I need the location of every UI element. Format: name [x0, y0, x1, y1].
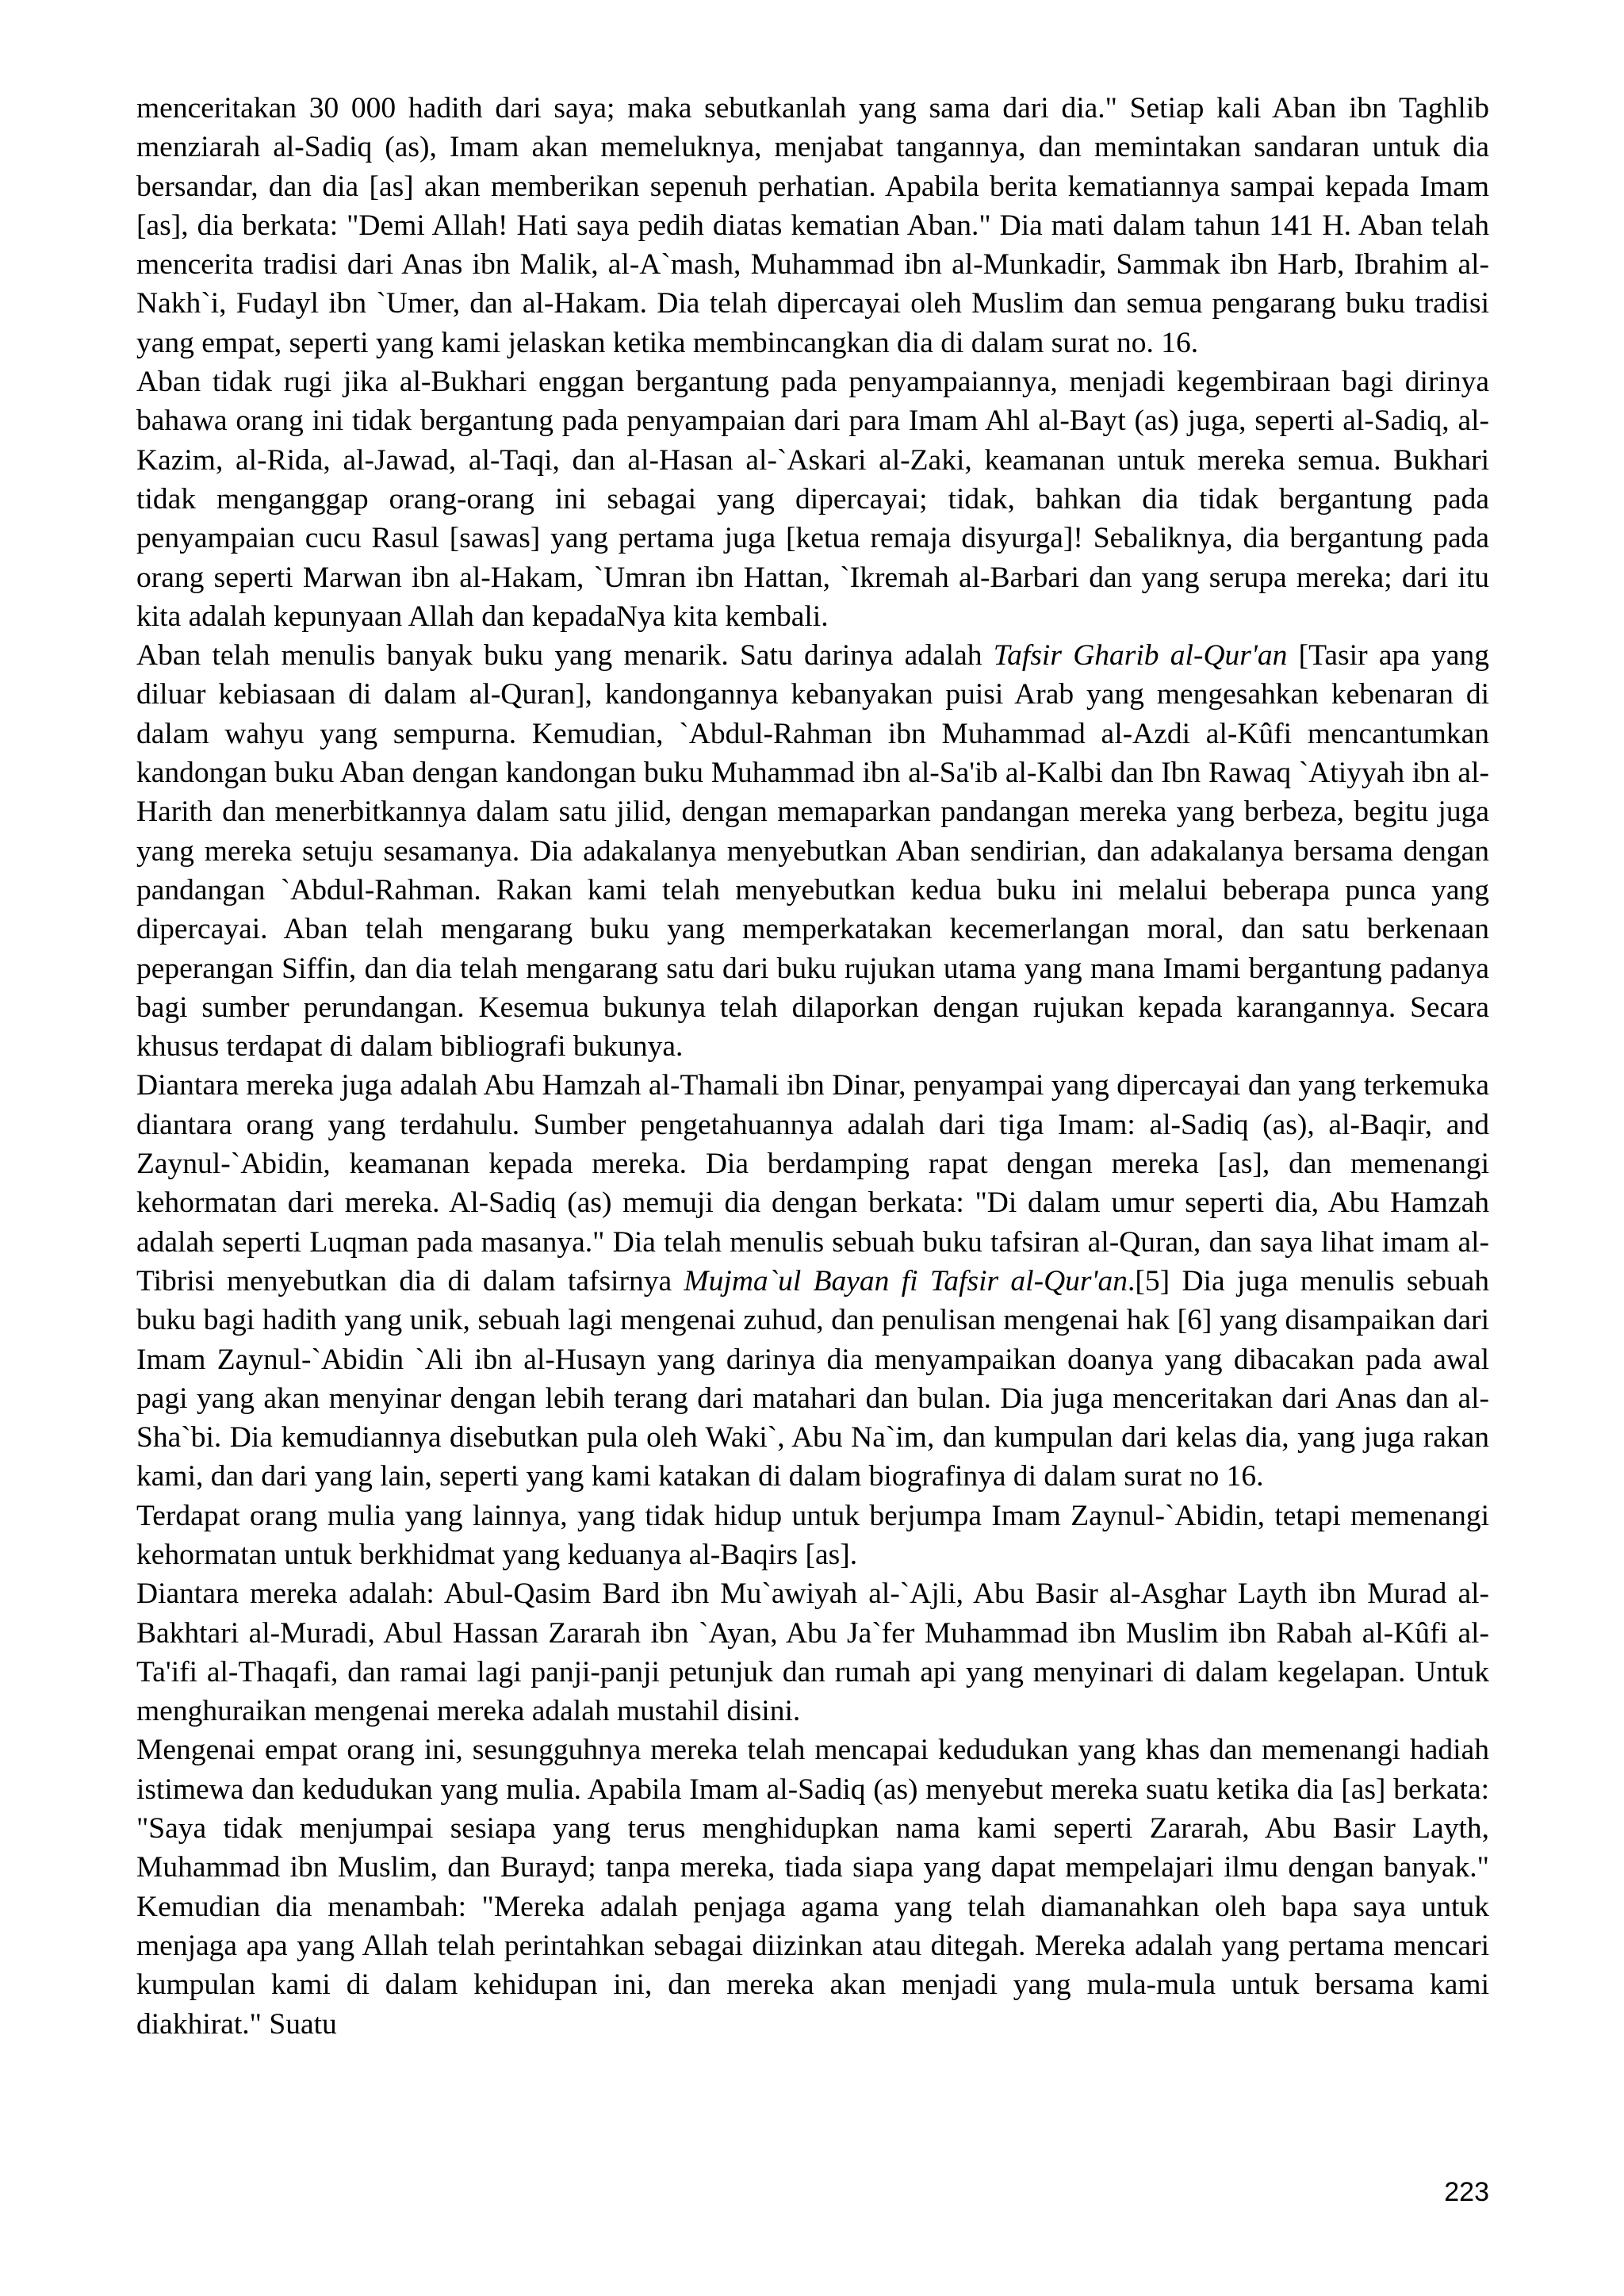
paragraph-text: Aban tidak rugi jika al-Bukhari enggan bergantung pada penyampaiannya, menjadi kegembiraan bagi dirinya bahawa orang ini tidak bergantung pada penyampaian dari para Imam Ahl al-Bayt (as) juga, seperti al-Sadiq, al-Kazim, al-Rida, al-Jawad, al-Taqi, dan al-Hasan al-`Askari al-Zaki, keamanan untuk mereka semua. Bukhari tidak menganggap orang-orang ini sebagai yang dipercayai; tidak, bahkan dia tidak bergantung pada penyampaian cucu Rasul [sawas] yang pertama juga [ketua remaja disyurga]! Sebaliknya, dia bergantung pada orang seperti Marwan ibn al-Hakam, `Umran ibn Hattan, `Ikremah al-Barbari dan yang serupa mereka; dari itu kita adalah kepunyaan Allah dan kepadaNya kita kembali. [136, 366, 1489, 633]
paragraph-text: Diantara mereka adalah: Abul-Qasim Bard ibn Mu`awiyah al-`Ajli, Abu Basir al-Asghar Layth ibn Murad al-Bakhtari al-Muradi, Abul Hassan Zararah ibn `Ayan, Abu Ja`fer Muhammad ibn Muslim ibn Rabah al-Kûfi al-Ta'ifi al-Thaqafi, dan ramai lagi panji-panji petunjuk dan rumah api yang menyinari di dalam kegelapan. Untuk menghuraikan mengenai mereka adalah mustahil disini. [136, 1577, 1489, 1728]
paragraph-text: Mengenai empat orang ini, sesungguhnya mereka telah mencapai kedudukan yang khas dan memenangi hadiah istimewa dan kedudukan yang mulia. Apabila Imam al-Sadiq (as) menyebut mereka suatu ketika dia [as] berkata: "Saya tidak menjumpai sesiapa yang terus menghidupkan nama kami seperti Zararah, Abu Basir Layth, Muhammad ibn Muslim, dan Burayd; tanpa mereka, tiada siapa yang dapat mempelajari ilmu dengan banyak." Kemudian dia menambah: "Mereka adalah penjaga agama yang telah diamanahkan oleh bapa saya untuk menjaga apa yang Allah telah perintahkan sebagai diizinkan atau ditegah. Mereka adalah yang pertama mencari kumpulan kami di dalam kehidupan ini, dan mereka akan menjadi yang mula-mula untuk bersama kami diakhirat." Suatu [136, 1734, 1489, 2041]
paragraph [136, 1066, 1489, 1496]
italic-title: Mujma`ul Bayan fi Tafsir al-Qur'an [684, 1264, 1128, 1297]
paragraph [136, 1497, 1489, 1575]
paragraph [136, 89, 1489, 362]
italic-title: Tafsir Gharib al-Qur'an [993, 639, 1288, 673]
paragraph [136, 636, 1489, 1066]
page-number: 223 [1444, 2177, 1489, 2207]
paragraph-text: .[5] Dia juga menulis sebuah buku bagi hadith yang unik, sebuah lagi mengenai zuhud, dan penulisan mengenai hak [6] yang disampaikan dari Imam Zaynul-`Abidin `Ali ibn al-Husayn yang darinya dia menyampaikan doanya yang dibacakan pada awal pagi yang akan menyinar dengan lebih terang dari matahari dan bulan. Dia juga menceritakan dari Anas dan al-Sha`bi. Dia kemudiannya disebutkan pula oleh Waki`, Abu Na`im, dan kumpulan dari kelas dia, yang juga rakan kami, dan dari yang lain, seperti yang kami katakan di dalam biografinya di dalam surat no 16. [136, 1264, 1489, 1493]
paragraph-text: menceritakan 30 000 hadith dari saya; maka sebutkanlah yang sama dari dia." Setiap kali Aban ibn Taghlib menziarah al-Sadiq (as), Imam akan memeluknya, menjabat tangannya, dan memintakan sandaran untuk dia bersandar, dan dia [as] akan memberikan sepenuh perhatian. Apabila berita kematiannya sampai kepada Imam [as], dia berkata: "Demi Allah! Hati saya pedih diatas kematian Aban." Dia mati dalam tahun 141 H. Aban telah mencerita tradisi dari Anas ibn Malik, al-A`mash, Muhammad ibn al-Munkadir, Sammak ibn Harb, Ibrahim al-Nakh`i, Fudayl ibn `Umer, dan al-Hakam. Dia telah dipercayai oleh Muslim dan semua pengarang buku tradisi yang empat, seperti yang kami jelaskan ketika membincangkan dia di dalam surat no. 16. [136, 92, 1489, 359]
paragraph-text: Aban telah menulis banyak buku yang menarik. Satu darinya adalah [136, 639, 994, 673]
paragraph [136, 362, 1489, 636]
paragraph-text: Terdapat orang mulia yang lainnya, yang tidak hidup untuk berjumpa Imam Zaynul-`Abidin, tetapi memenangi kehormatan untuk berkhidmat yang keduanya al-Baqirs [as]. [136, 1499, 1489, 1571]
paragraph [136, 1731, 1489, 2043]
paragraph [136, 1574, 1489, 1731]
paragraph-text: [Tasir apa yang diluar kebiasaan di dalam al-Quran], kandongannya kebanyakan puisi Arab yang mengesahkan kebenaran di dalam wahyu yang sempurna. Kemudian, `Abdul-Rahman ibn Muhammad al-Azdi al-Kûfi mencantumkan kandongan buku Aban dengan kandongan buku Muhammad ibn al-Sa'ib al-Kalbi dan Ibn Rawaq `Atiyyah ibn al-Harith dan menerbitkannya dalam satu jilid, dengan memaparkan pandangan mereka yang berbeza, begitu juga yang mereka setuju sesamanya. Dia adakalanya menyebutkan Aban sendirian, dan adakalanya bersama dengan pandangan `Abdul-Rahman. Rakan kami telah menyebutkan kedua buku ini melalui beberapa punca yang dipercayai. Aban telah mengarang buku yang memperkatakan kecemerlangan moral, dan satu berkenaan peperangan Siffin, dan dia telah mengarang satu dari buku rujukan utama yang mana Imami bergantung padanya bagi sumber perundangan. Kesemua bukunya telah dilaporkan dengan rujukan kepada karangannya. Secara khusus terdapat di dalam bibliografi bukunya. [136, 639, 1489, 1064]
page-body [136, 89, 1489, 2044]
paragraph-text: Diantara mereka juga adalah Abu Hamzah al-Thamali ibn Dinar, penyampai yang dipercayai dan yang terkemuka diantara orang yang terdahulu. Sumber pengetahuannya adalah dari tiga Imam: al-Sadiq (as), al-Baqir, and Zaynul-`Abidin, keamanan kepada mereka. Dia berdamping rapat dengan mereka [as], dan memenangi kehormatan dari mereka. Al-Sadiq (as) memuji dia dengan berkata: "Di dalam umur seperti dia, Abu Hamzah adalah seperti Luqman pada masanya." Dia telah menulis sebuah buku tafsiran al-Quran, dan saya lihat imam al-Tibrisi menyebutkan dia di dalam tafsirnya [136, 1069, 1489, 1297]
